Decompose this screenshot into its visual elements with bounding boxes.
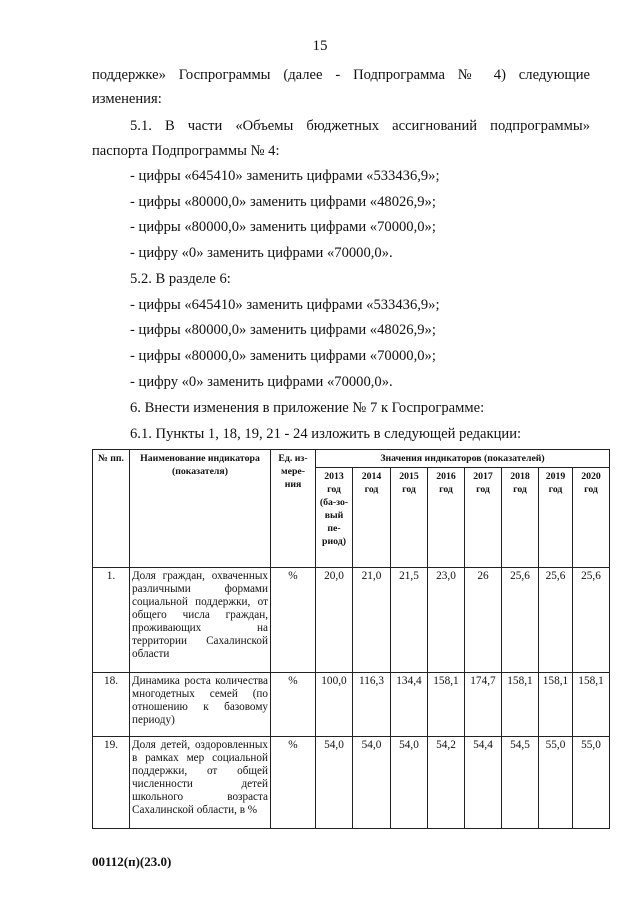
row-value: 54,4 (465, 737, 502, 829)
row-value: 25,6 (539, 568, 573, 673)
table-row (93, 737, 610, 829)
page-number: 15 (312, 38, 328, 54)
row-value: 116,3 (353, 673, 391, 737)
row-value: 158,1 (539, 673, 573, 737)
row-unit: % (271, 737, 316, 829)
header-year: 2017 год (465, 468, 502, 568)
row-value: 54,5 (502, 737, 539, 829)
row-value: 20,0 (316, 568, 353, 673)
header-values-group: Значения индикаторов (показателей) (316, 450, 610, 468)
row-name: Динамика роста количества многодетных семей (по отношению к базовому периоду) (130, 673, 271, 737)
indicators-table (92, 449, 610, 829)
row-value: 100,0 (316, 673, 353, 737)
row-name: Доля детей, оздоровленных в рамках мер социальной поддержки, от общей численности детей школьного возраста Сахалинской области, в % (130, 737, 271, 829)
table-row (93, 568, 610, 673)
row-unit: % (271, 673, 316, 737)
list-item: - цифру «0» заменить цифрами «70000,0». (130, 374, 393, 390)
row-value: 25,6 (502, 568, 539, 673)
row-value: 26 (465, 568, 502, 673)
row-name: Доля граждан, охваченных различными формами социальной поддержки, от общего числа граждан, проживающих на территории Сахалинской области (130, 568, 271, 673)
row-unit: % (271, 568, 316, 673)
row-value: 25,6 (573, 568, 610, 673)
section-heading: 5.2. В разделе 6: (130, 271, 231, 287)
list-item: - цифры «80000,0» заменить цифрами «70000,0»; (130, 219, 436, 235)
header-name: Наименование индикатора (показателя) (130, 450, 271, 568)
row-value: 21,0 (353, 568, 391, 673)
header-year: 2018 год (502, 468, 539, 568)
list-item: - цифры «645410» заменить цифрами «533436,9»; (130, 168, 440, 184)
row-value: 158,1 (573, 673, 610, 737)
row-value: 21,5 (391, 568, 428, 673)
list-item: - цифры «645410» заменить цифрами «533436,9»; (130, 297, 440, 313)
header-year: 2020 год (573, 468, 610, 568)
row-value: 54,2 (428, 737, 465, 829)
row-num: 1. (93, 568, 130, 673)
row-value: 174,7 (465, 673, 502, 737)
section-heading: 6.1. Пункты 1, 18, 19, 21 - 24 изложить в следующей редакции: (130, 426, 522, 442)
header-year: 2013 год (ба-зо-вый пе-риод) (316, 468, 353, 568)
table-row (93, 673, 610, 737)
header-year: 2019 год (539, 468, 573, 568)
row-value: 134,4 (391, 673, 428, 737)
paragraph-line: изменения: (92, 91, 162, 107)
header-year: 2016 год (428, 468, 465, 568)
list-item: - цифры «80000,0» заменить цифрами «70000,0»; (130, 348, 436, 364)
row-value: 54,0 (353, 737, 391, 829)
row-value: 23,0 (428, 568, 465, 673)
paragraph-line: поддержке» Госпрограммы (далее - Подпрограмма № 4) следующие (92, 67, 590, 83)
list-item: - цифры «80000,0» заменить цифрами «48026,9»; (130, 194, 436, 210)
header-unit: Ед. из-мере-ния (271, 450, 316, 568)
paragraph-line: паспорта Подпрограммы № 4: (92, 143, 280, 159)
row-num: 18. (93, 673, 130, 737)
header-num: № пп. (93, 450, 130, 568)
row-num: 19. (93, 737, 130, 829)
header-year: 2014 год (353, 468, 391, 568)
row-value: 55,0 (573, 737, 610, 829)
paragraph-line: 5.1. В части «Объемы бюджетных ассигнований подпрограммы» (130, 118, 590, 134)
row-value: 158,1 (502, 673, 539, 737)
row-value: 55,0 (539, 737, 573, 829)
list-item: - цифры «80000,0» заменить цифрами «48026,9»; (130, 322, 436, 338)
list-item: - цифру «0» заменить цифрами «70000,0». (130, 245, 393, 261)
row-value: 54,0 (316, 737, 353, 829)
document-code: 00112(п)(23.0) (92, 854, 172, 869)
section-heading: 6. Внести изменения в приложение № 7 к Госпрограмме: (130, 400, 485, 416)
row-value: 158,1 (428, 673, 465, 737)
row-value: 54,0 (391, 737, 428, 829)
header-year: 2015 год (391, 468, 428, 568)
